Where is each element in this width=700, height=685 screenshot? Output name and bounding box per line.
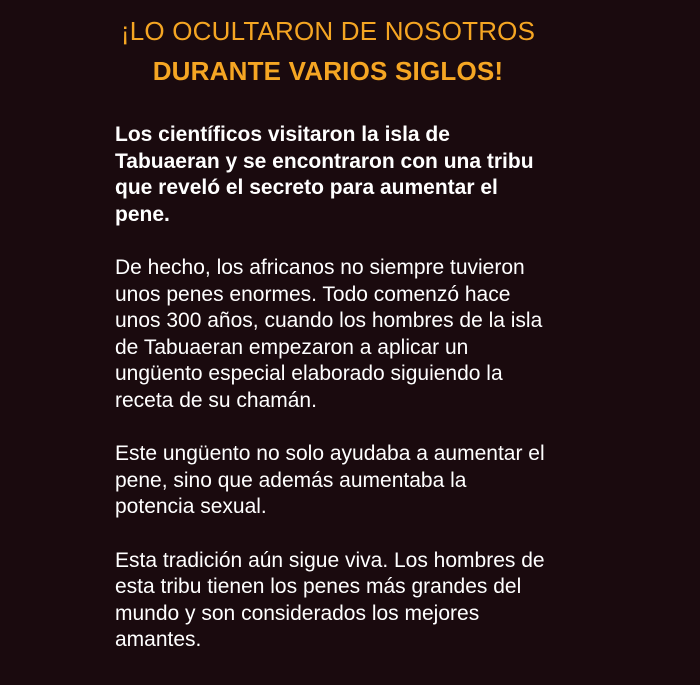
headline: [0, 14, 656, 88]
paragraph-ointment: Este ungüento no solo ayudaba a aumentar el pene, sino que además aumentaba la potencia sexual.: [115, 442, 545, 518]
headline-line-2: DURANTE VARIOS SIGLOS!: [152, 56, 504, 86]
lead-paragraph: Los científicos visitaron la isla de Tabuaeran y se encontraron con una tribu que reveló el secreto para aumentar el pene.: [115, 123, 534, 226]
paragraph-tradition: Esta tradición aún sigue viva. Los hombres de esta tribu tienen los penes más grandes del mundo y son considerados los mejores amantes.: [115, 548, 545, 651]
article-body: [115, 122, 545, 654]
paragraph-history: De hecho, los africanos no siempre tuvieron unos penes enormes. Todo comenzó hace unos 300 años, cuando los hombres de la isla de Tabuaeran empezaron a aplicar un ungüento especial elaborado siguiendo la receta de su chamán.: [115, 256, 543, 412]
headline-line-1: ¡LO OCULTARON DE NOSOTROS: [120, 16, 536, 46]
